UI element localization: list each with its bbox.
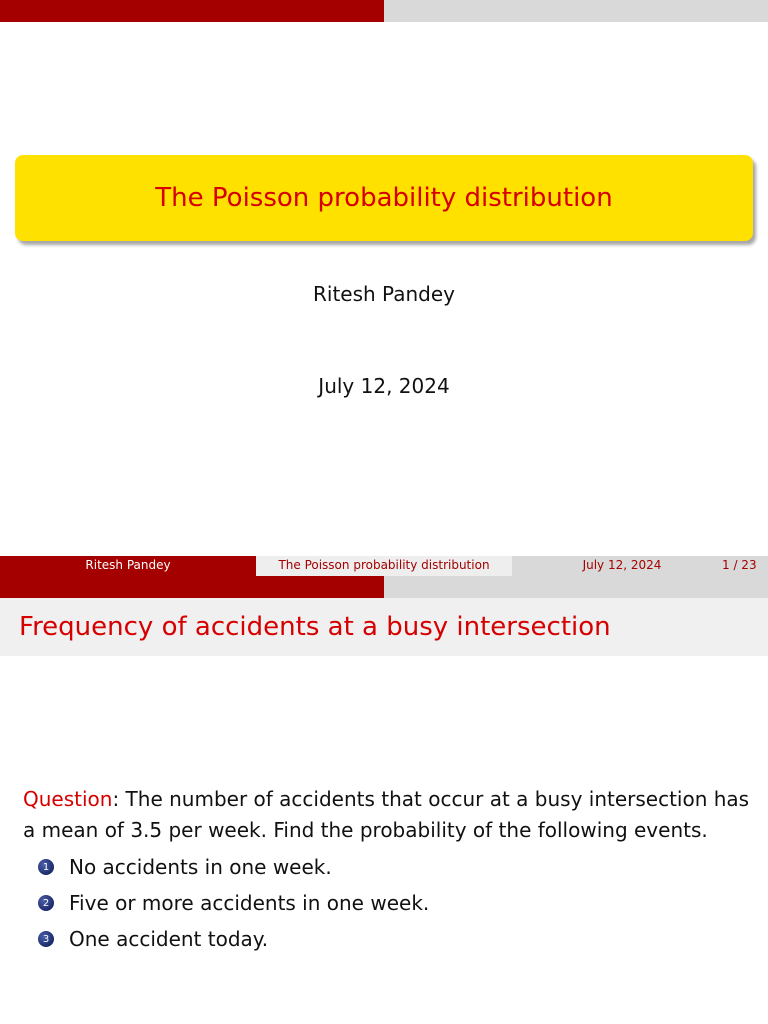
title-box bbox=[15, 155, 753, 241]
slide-footer bbox=[0, 556, 768, 576]
frame-title-band bbox=[0, 598, 768, 656]
presentation-title: The Poisson probability distribution bbox=[155, 183, 613, 213]
event-list bbox=[38, 849, 429, 957]
header-bar-red bbox=[0, 0, 384, 22]
footer-page-label: 1 / 23 bbox=[722, 558, 757, 572]
question-paragraph bbox=[23, 784, 753, 846]
header-bar-gray bbox=[384, 576, 768, 598]
header-bar-gray bbox=[384, 0, 768, 22]
list-item bbox=[38, 921, 429, 957]
content-slide bbox=[0, 576, 768, 1024]
numbered-bullet-icon: 3 bbox=[38, 931, 54, 947]
footer-author: Ritesh Pandey bbox=[0, 556, 256, 576]
footer-page-number bbox=[722, 556, 768, 576]
numbered-bullet-icon: 2 bbox=[38, 895, 54, 911]
header-bar-red bbox=[0, 576, 384, 598]
numbered-bullet-icon: 1 bbox=[38, 859, 54, 875]
author-name: Ritesh Pandey bbox=[313, 282, 455, 306]
list-item bbox=[38, 849, 429, 885]
presentation-date: July 12, 2024 bbox=[318, 374, 450, 398]
frame-title: Frequency of accidents at a busy intersection bbox=[19, 612, 611, 642]
list-item-text: No accidents in one week. bbox=[69, 855, 332, 879]
list-item-text: Five or more accidents in one week. bbox=[69, 891, 430, 915]
footer-date: July 12, 2024 bbox=[512, 556, 732, 576]
list-item-text: One accident today. bbox=[69, 927, 269, 951]
footer-title: The Poisson probability distribution bbox=[256, 556, 512, 576]
question-label: Question bbox=[23, 787, 113, 811]
list-item bbox=[38, 885, 429, 921]
question-text: : The number of accidents that occur at a busy intersection has a mean of 3.5 per week. Find the probability of the following events. bbox=[23, 787, 750, 842]
